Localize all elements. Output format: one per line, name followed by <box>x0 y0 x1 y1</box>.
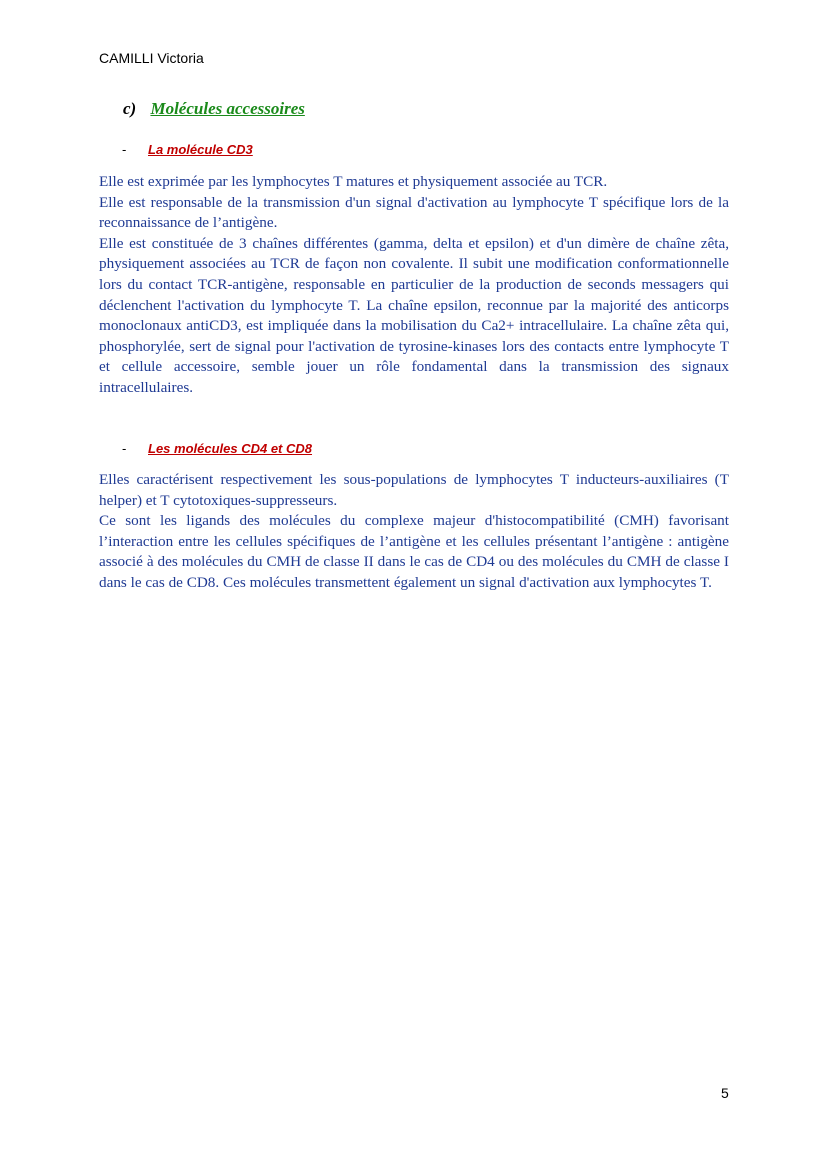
cd4-cd8-paragraph: Elles caractérisent respectivement les sous-populations de lymphocytes T inducteurs-auxiliaires (T helper) et T cytotoxiques-suppresseurs. <box>99 471 729 509</box>
section-heading <box>123 99 305 119</box>
cd3-paragraph: Elle est constituée de 3 chaînes différentes (gamma, delta et epsilon) et d'un dimère de chaîne zêta, physiquement associées au TCR de façon non covalente. Il subit une modification conformationnelle lors du contact TCR-antigène, responsable en particulier de la production de seconds messagers qui déclenchent l'activation du lymphocyte T. La chaîne epsilon, reconnue par la majorité des anticorps monoclonaux antiCD3, est impliquée dans la mobilisation du Ca2+ intracellulaire. La chaîne zêta qui, phosphorylée, sert de signal pour l'activation de tyrosine-kinases lors des contacts entre lymphocyte T et cellule accessoire, semble jouer un rôle fondamental dans la transmission des signaux intracellulaires. <box>99 234 729 396</box>
section-title: Molécules accessoires <box>150 99 305 118</box>
subheading-cd3 <box>122 142 253 157</box>
cd4-cd8-body <box>99 470 729 594</box>
bullet-dash: - <box>122 142 127 157</box>
cd3-paragraph: Elle est exprimée par les lymphocytes T matures et physiquement associée au TCR. <box>99 173 608 190</box>
subheading-cd4-cd8-label: Les molécules CD4 et CD8 <box>148 441 313 456</box>
subheading-cd3-label: La molécule CD3 <box>148 142 253 157</box>
page-number: 5 <box>721 1085 729 1101</box>
subheading-cd4-cd8 <box>122 441 312 456</box>
bullet-dash: - <box>122 441 127 456</box>
author-header: CAMILLI Victoria <box>99 50 204 66</box>
cd4-cd8-paragraph: Ce sont les ligands des molécules du complexe majeur d'histocompatibilité (CMH) favorisant l’interaction entre les cellules spécifiques de l’antigène et les cellules présentant l’antigène : antigène associé à des molécules du CMH de classe II dans le cas de CD4 ou des molécules du CMH de classe I dans le cas de CD8. Ces molécules transmettent également un signal d'activation aux lymphocytes T. <box>99 512 729 591</box>
cd3-paragraph: Elle est responsable de la transmission d'un signal d'activation au lymphocyte T spécifique lors de la reconnaissance de l’antigène. <box>99 193 729 232</box>
cd3-body <box>99 172 729 399</box>
section-letter: c) <box>123 99 137 118</box>
